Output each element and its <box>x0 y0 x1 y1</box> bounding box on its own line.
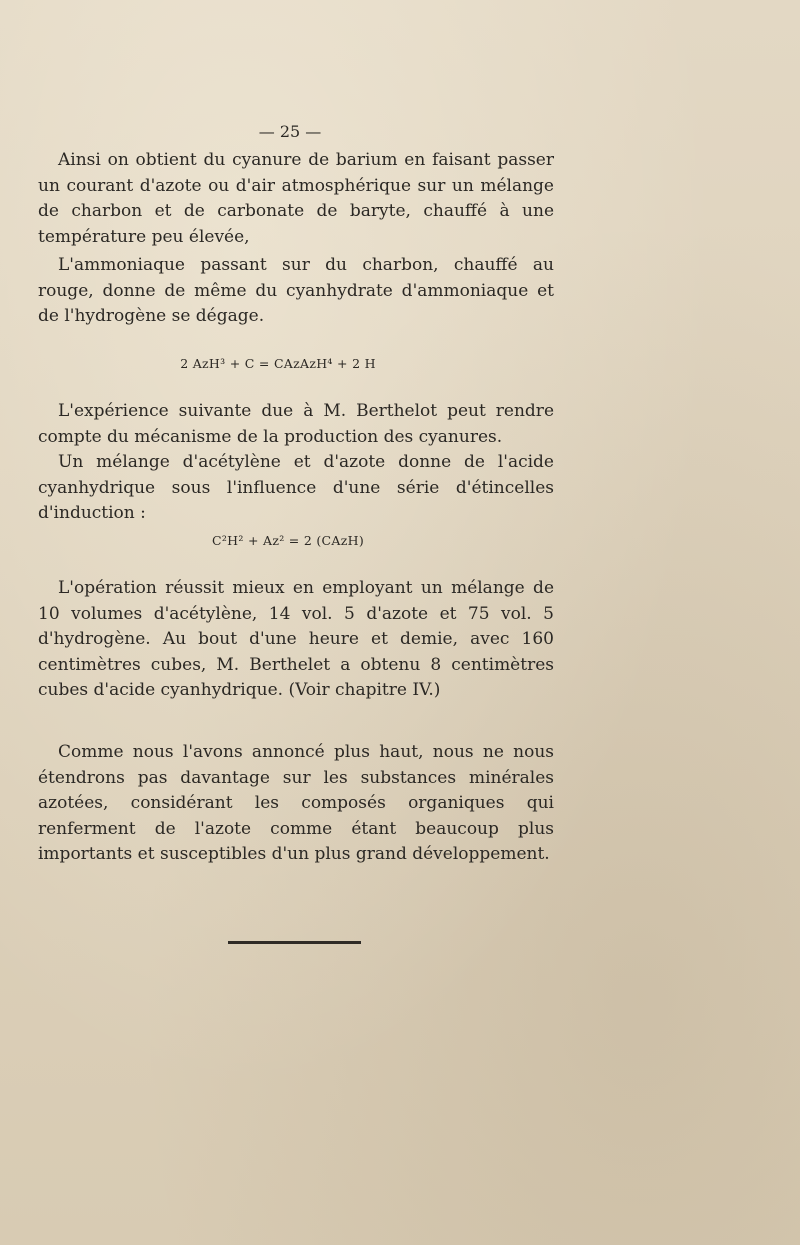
paragraph-acetylene-nitrogen: Un mélange d'acétylène et d'azote donne de l'acide cyanhydrique sous l'influence d'une série d'étincelles d'induction : <box>38 452 554 523</box>
paragraph-barium-cyanide: Ainsi on obtient du cyanure de barium en faisant passer un courant d'azote ou d'air atmosphérique sur un mélange de charbon et de carbonate de baryte, chauffé à une température peu élevée, <box>38 150 554 247</box>
paragraph-conclusion: Comme nous l'avons annoncé plus haut, nous ne nous étendrons pas davantage sur les substances minérales azotées, considérant les composés organiques qui renferment de l'azote comme étant beaucoup plus importants et susceptibles d'un plus grand développement. <box>38 742 554 864</box>
paragraph-berthelot-experiment: L'expérience suivante due à M. Berthelot peut rendre compte du mécanisme de la production des cyanures. <box>38 401 554 447</box>
formula-acetylene-nitrogen: C²H² + Az² = 2 (CAzH) <box>211 533 364 548</box>
formula-ammonia-carbon: 2 AzH³ + C = CAzAzH⁴ + 2 H <box>180 356 376 371</box>
end-rule <box>228 941 361 944</box>
page-number: — 25 — <box>258 122 322 141</box>
paragraph-ammonia: L'ammoniaque passant sur du charbon, chauffé au rouge, donne de même du cyanhydrate d'ammoniaque et de l'hydrogène se dégage. <box>38 255 554 326</box>
paragraph-operation-results: L'opération réussit mieux en employant un mélange de 10 volumes d'acétylène, 14 vol. 5 d'azote et 75 vol. 5 d'hydrogène. Au bout d'une heure et demie, avec 160 centimètres cubes, M. Berthelet a obtenu 8 centimètres cubes d'acide cyanhydrique. (Voir chapitre IV.) <box>38 578 554 700</box>
